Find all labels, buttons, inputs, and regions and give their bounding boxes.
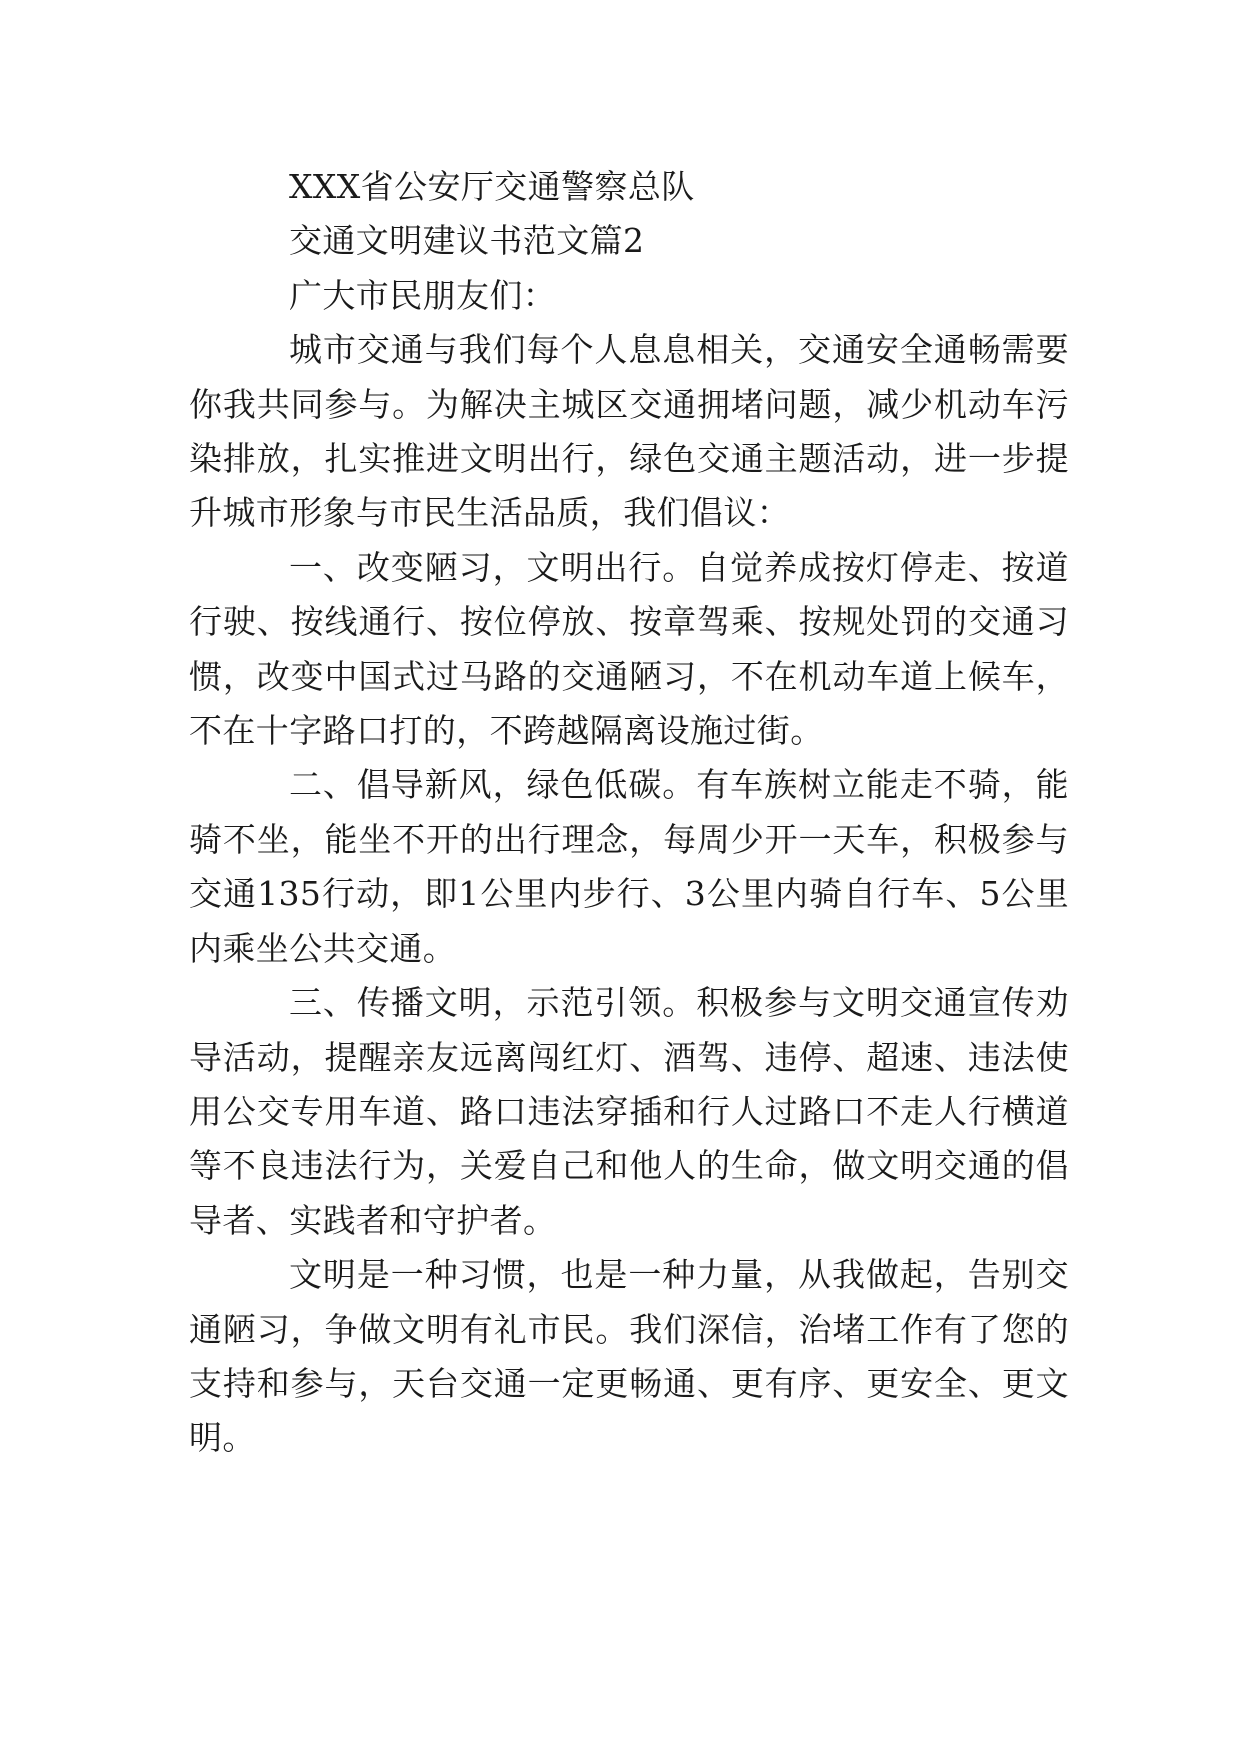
paragraph-point-2: 二、倡导新风，绿色低碳。有车族树立能走不骑，能骑不坐，能坐不开的出行理念，每周少开一天车，积极参与交通135行动，即1公里内步行、3公里内骑自行车、5公里内乘坐公共交通。 [189,765,1069,968]
document-body [189,160,1069,1466]
paragraph-point-1: 一、改变陋习，文明出行。自觉养成按灯停走、按道行驶、按线通行、按位停放、按章驾乘、按规处罚的交通习惯，改变中国式过马路的交通陋习，不在机动车道上候车，不在十字路口打的，不跨越隔离设施过街。 [189,547,1069,751]
paragraph-closing: 文明是一种习惯，也是一种力量，从我做起，告别交通陋习，争做文明有礼市民。我们深信，治堵工作有了您的支持和参与，天台交通一定更畅通、更有序、更安全、更文明。 [189,1255,1069,1458]
salutation: 广大市民朋友们： [289,275,557,315]
paragraph-point-3: 三、传播文明，示范引领。积极参与文明交通宣传劝导活动，提醒亲友远离闯红灯、酒驾、违停、超速、违法使用公交专用车道、路口违法穿插和行人过路口不走人行横道等不良违法行为，关爱自己和他人的生命，做文明交通的倡导者、实践者和守护者。 [189,983,1069,1240]
document-heading: 交通文明建议书范文篇2 [289,221,645,261]
paragraph-intro: 城市交通与我们每个人息息相关，交通安全通畅需要你我共同参与。为解决主城区交通拥堵问题，减少机动车污染排放，扎实推进文明出行，绿色交通主题活动，进一步提升城市形象与市民生活品质，我们倡议： [189,330,1069,533]
signature-line: XXX省公安厅交通警察总队 [289,167,695,206]
